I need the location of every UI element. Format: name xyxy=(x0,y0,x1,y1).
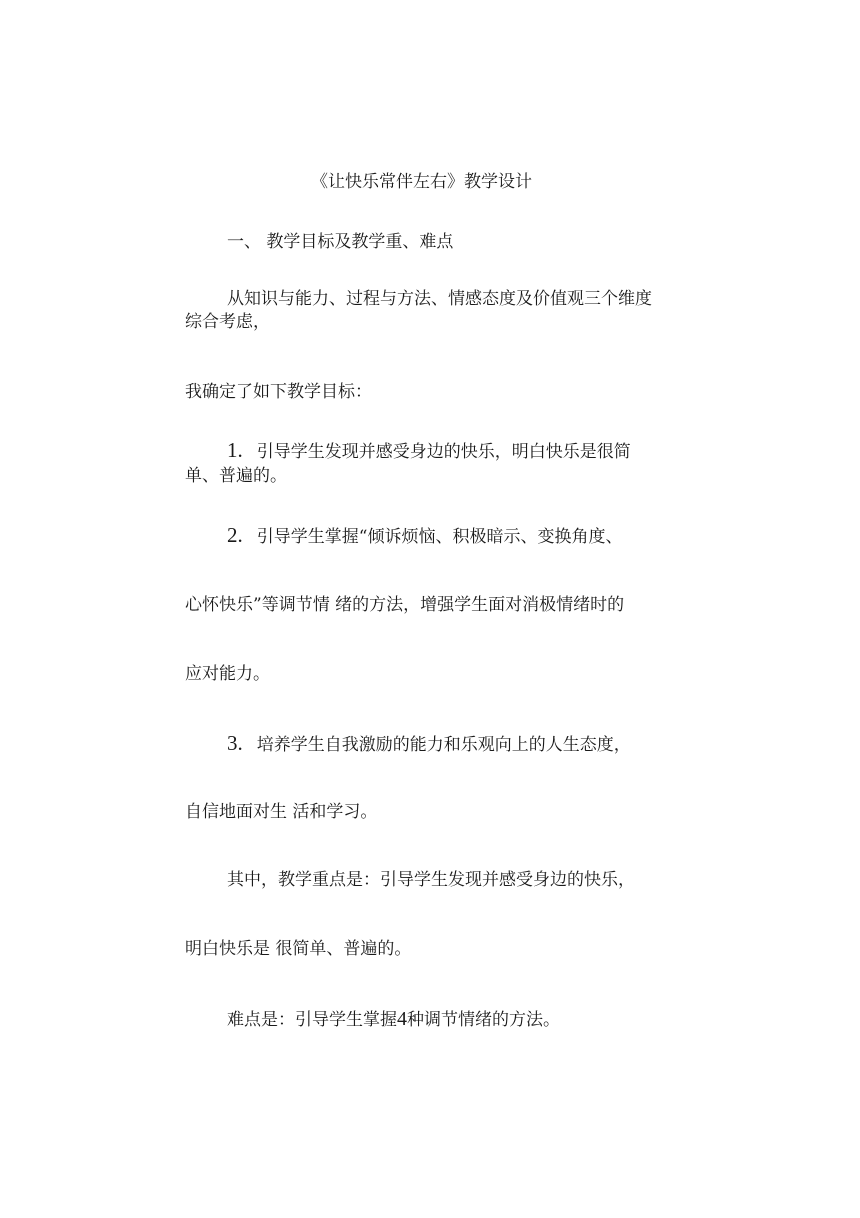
intro-line-3: 我确定了如下教学目标： xyxy=(185,382,372,402)
difficulty-prefix: 难点是：引导学生掌握 xyxy=(227,1010,397,1030)
goal-2-text: 引导学生掌握“倾诉烦恼、积极暗示、变换角度、 xyxy=(256,527,623,547)
goal-1-line-1 xyxy=(227,439,631,463)
section-heading: 一、 教学目标及教学重、难点 xyxy=(227,232,454,252)
intro-line-2: 综合考虑， xyxy=(185,312,270,332)
goal-2-number: 2. xyxy=(227,523,243,547)
intro-line-1: 从知识与能力、过程与方法、情感态度及价值观三个维度 xyxy=(227,289,652,309)
goal-2-line-1 xyxy=(227,524,622,548)
difficulty-line xyxy=(227,1008,560,1031)
document-title: 《让快乐常伴左右》教学设计 xyxy=(311,172,532,192)
goal-1-text: 引导学生发现并感受身边的快乐，明白快乐是很简 xyxy=(256,442,631,462)
goal-2-line-3: 应对能力。 xyxy=(185,664,270,684)
difficulty-suffix: 种调节情绪的方法。 xyxy=(407,1010,560,1030)
goal-1-line-2: 单、普遍的。 xyxy=(185,466,287,486)
key-point-line-2: 明白快乐是 很简单、普遍的。 xyxy=(185,939,412,959)
key-point-line-1: 其中，教学重点是：引导学生发现并感受身边的快乐， xyxy=(227,870,635,890)
goal-2-line-2: 心怀快乐”等调节情 绪的方法，增强学生面对消极情绪时的 xyxy=(185,595,625,615)
goal-3-number: 3. xyxy=(227,731,243,755)
difficulty-number: 4 xyxy=(397,1008,407,1030)
goal-3-line-1 xyxy=(227,732,631,756)
goal-3-line-2: 自信地面对生 活和学习。 xyxy=(185,802,378,822)
goal-1-number: 1. xyxy=(227,438,243,462)
goal-3-text: 培养学生自我激励的能力和乐观向上的人生态度， xyxy=(256,735,631,755)
